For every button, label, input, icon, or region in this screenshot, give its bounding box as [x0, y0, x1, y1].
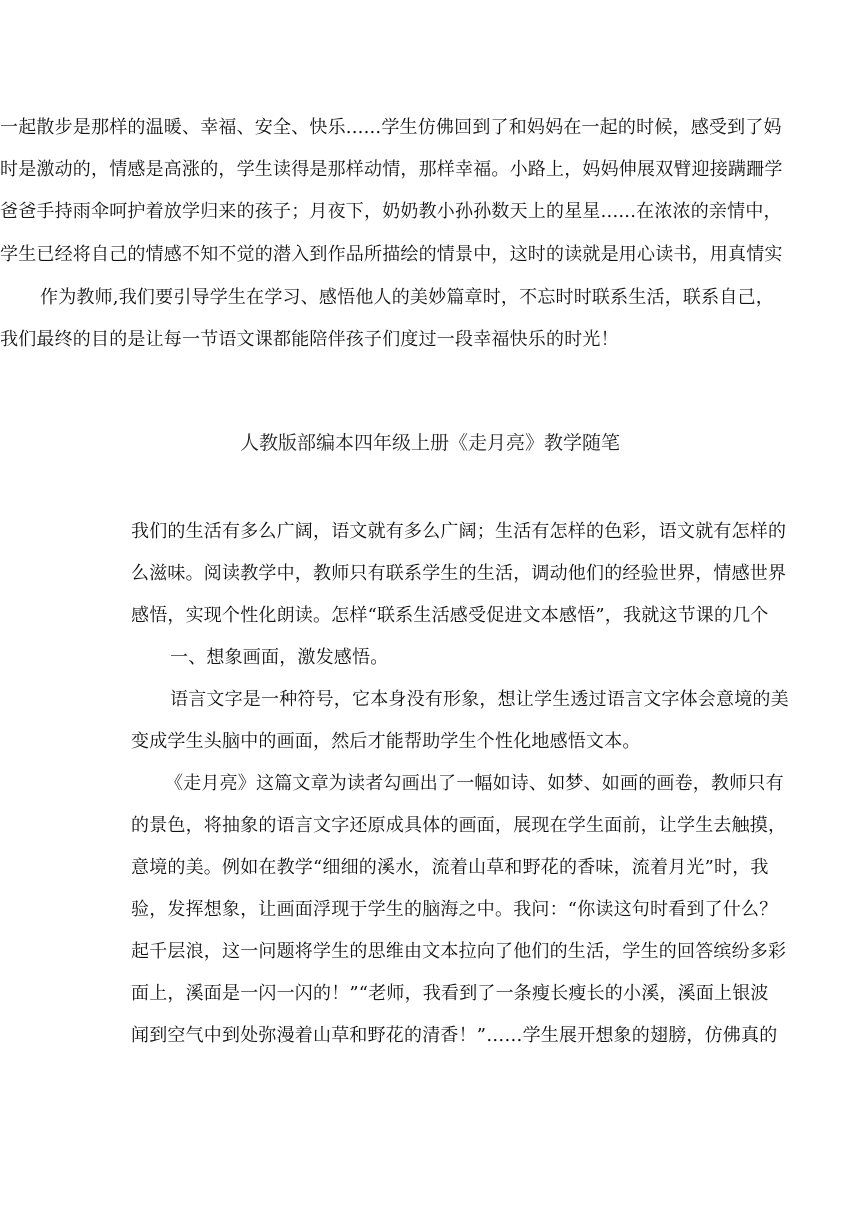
paragraph-line: 《走月亮》这篇文章为读者勾画出了一幅如诗、如梦、如画的画卷，教师只有: [165, 773, 784, 794]
paragraph-line: 变成学生头脑中的画面，然后才能帮助学生个性化地感悟文本。: [131, 731, 641, 752]
paragraph-line: 我们最终的目的是让每一节语文课都能陪伴孩子们度过一段幸福快乐的时光！: [0, 329, 619, 350]
paragraph-line: 闻到空气中到处弥漫着山草和野花的清香！”……学生展开想象的翅膀，仿佛真的: [131, 1025, 778, 1046]
paragraph-line: 面上，溪面是一闪一闪的！”“老师，我看到了一条瘦长瘦长的小溪，溪面上银波: [131, 983, 769, 1004]
paragraph-line: 我们的生活有多么广阔，语文就有多么广阔；生活有怎样的色彩，语文就有怎样的: [131, 521, 787, 542]
paragraph-line: 的景色，将抽象的语言文字还原成具体的画面，展现在学生面前，让学生去触摸，: [131, 815, 787, 836]
article-title: 人教版部编本四年级上册《走月亮》教学随笔: [239, 432, 620, 454]
paragraph-line: 学生已经将自己的情感不知不觉的潜入到作品所描绘的情景中，这时的读就是用心读书，用真情实: [0, 244, 783, 265]
section-heading: 一、想象画面，激发感悟。: [170, 647, 389, 668]
paragraph-line: 语言文字是一种符号，它本身没有形象，想让学生透过语言文字体会意境的美: [170, 689, 789, 710]
paragraph-line: 么滋味。阅读教学中，教师只有联系学生的生活，调动他们的经验世界，情感世界: [131, 563, 787, 584]
paragraph-line: 起千层浪，这一问题将学生的思维由文本拉向了他们的生活，学生的回答缤纷多彩: [131, 941, 787, 962]
paragraph-line: 验，发挥想象，让画面浮现于学生的脑海之中。我问：“你读这句时看到了什么？: [131, 899, 778, 920]
paragraph-line: 一起散步是那样的温暖、幸福、安全、快乐......学生仿佛回到了和妈妈在一起的时候，感受到了妈: [0, 117, 782, 138]
paragraph-line: 爸爸手持雨伞呵护着放学归来的孩子；月夜下，奶奶教小孙孙数天上的星星......在浓浓的亲情中，: [0, 201, 782, 222]
paragraph-line: 意境的美。例如在教学“细细的溪水，流着山草和野花的香味，流着月光”时，我: [131, 857, 769, 878]
paragraph-line: 感悟，实现个性化朗读。怎样“联系生活感受促进文本感悟”，我就这节课的几个: [131, 605, 769, 626]
paragraph-line: 作为教师,我们要引导学生在学习、感悟他人的美妙篇章时，不忘时时联系生活，联系自己，: [40, 287, 774, 308]
paragraph-line: 时是激动的，情感是高涨的，学生读得是那样动情，那样幸福。小路上，妈妈伸展双臂迎接蹒跚学: [0, 159, 783, 180]
